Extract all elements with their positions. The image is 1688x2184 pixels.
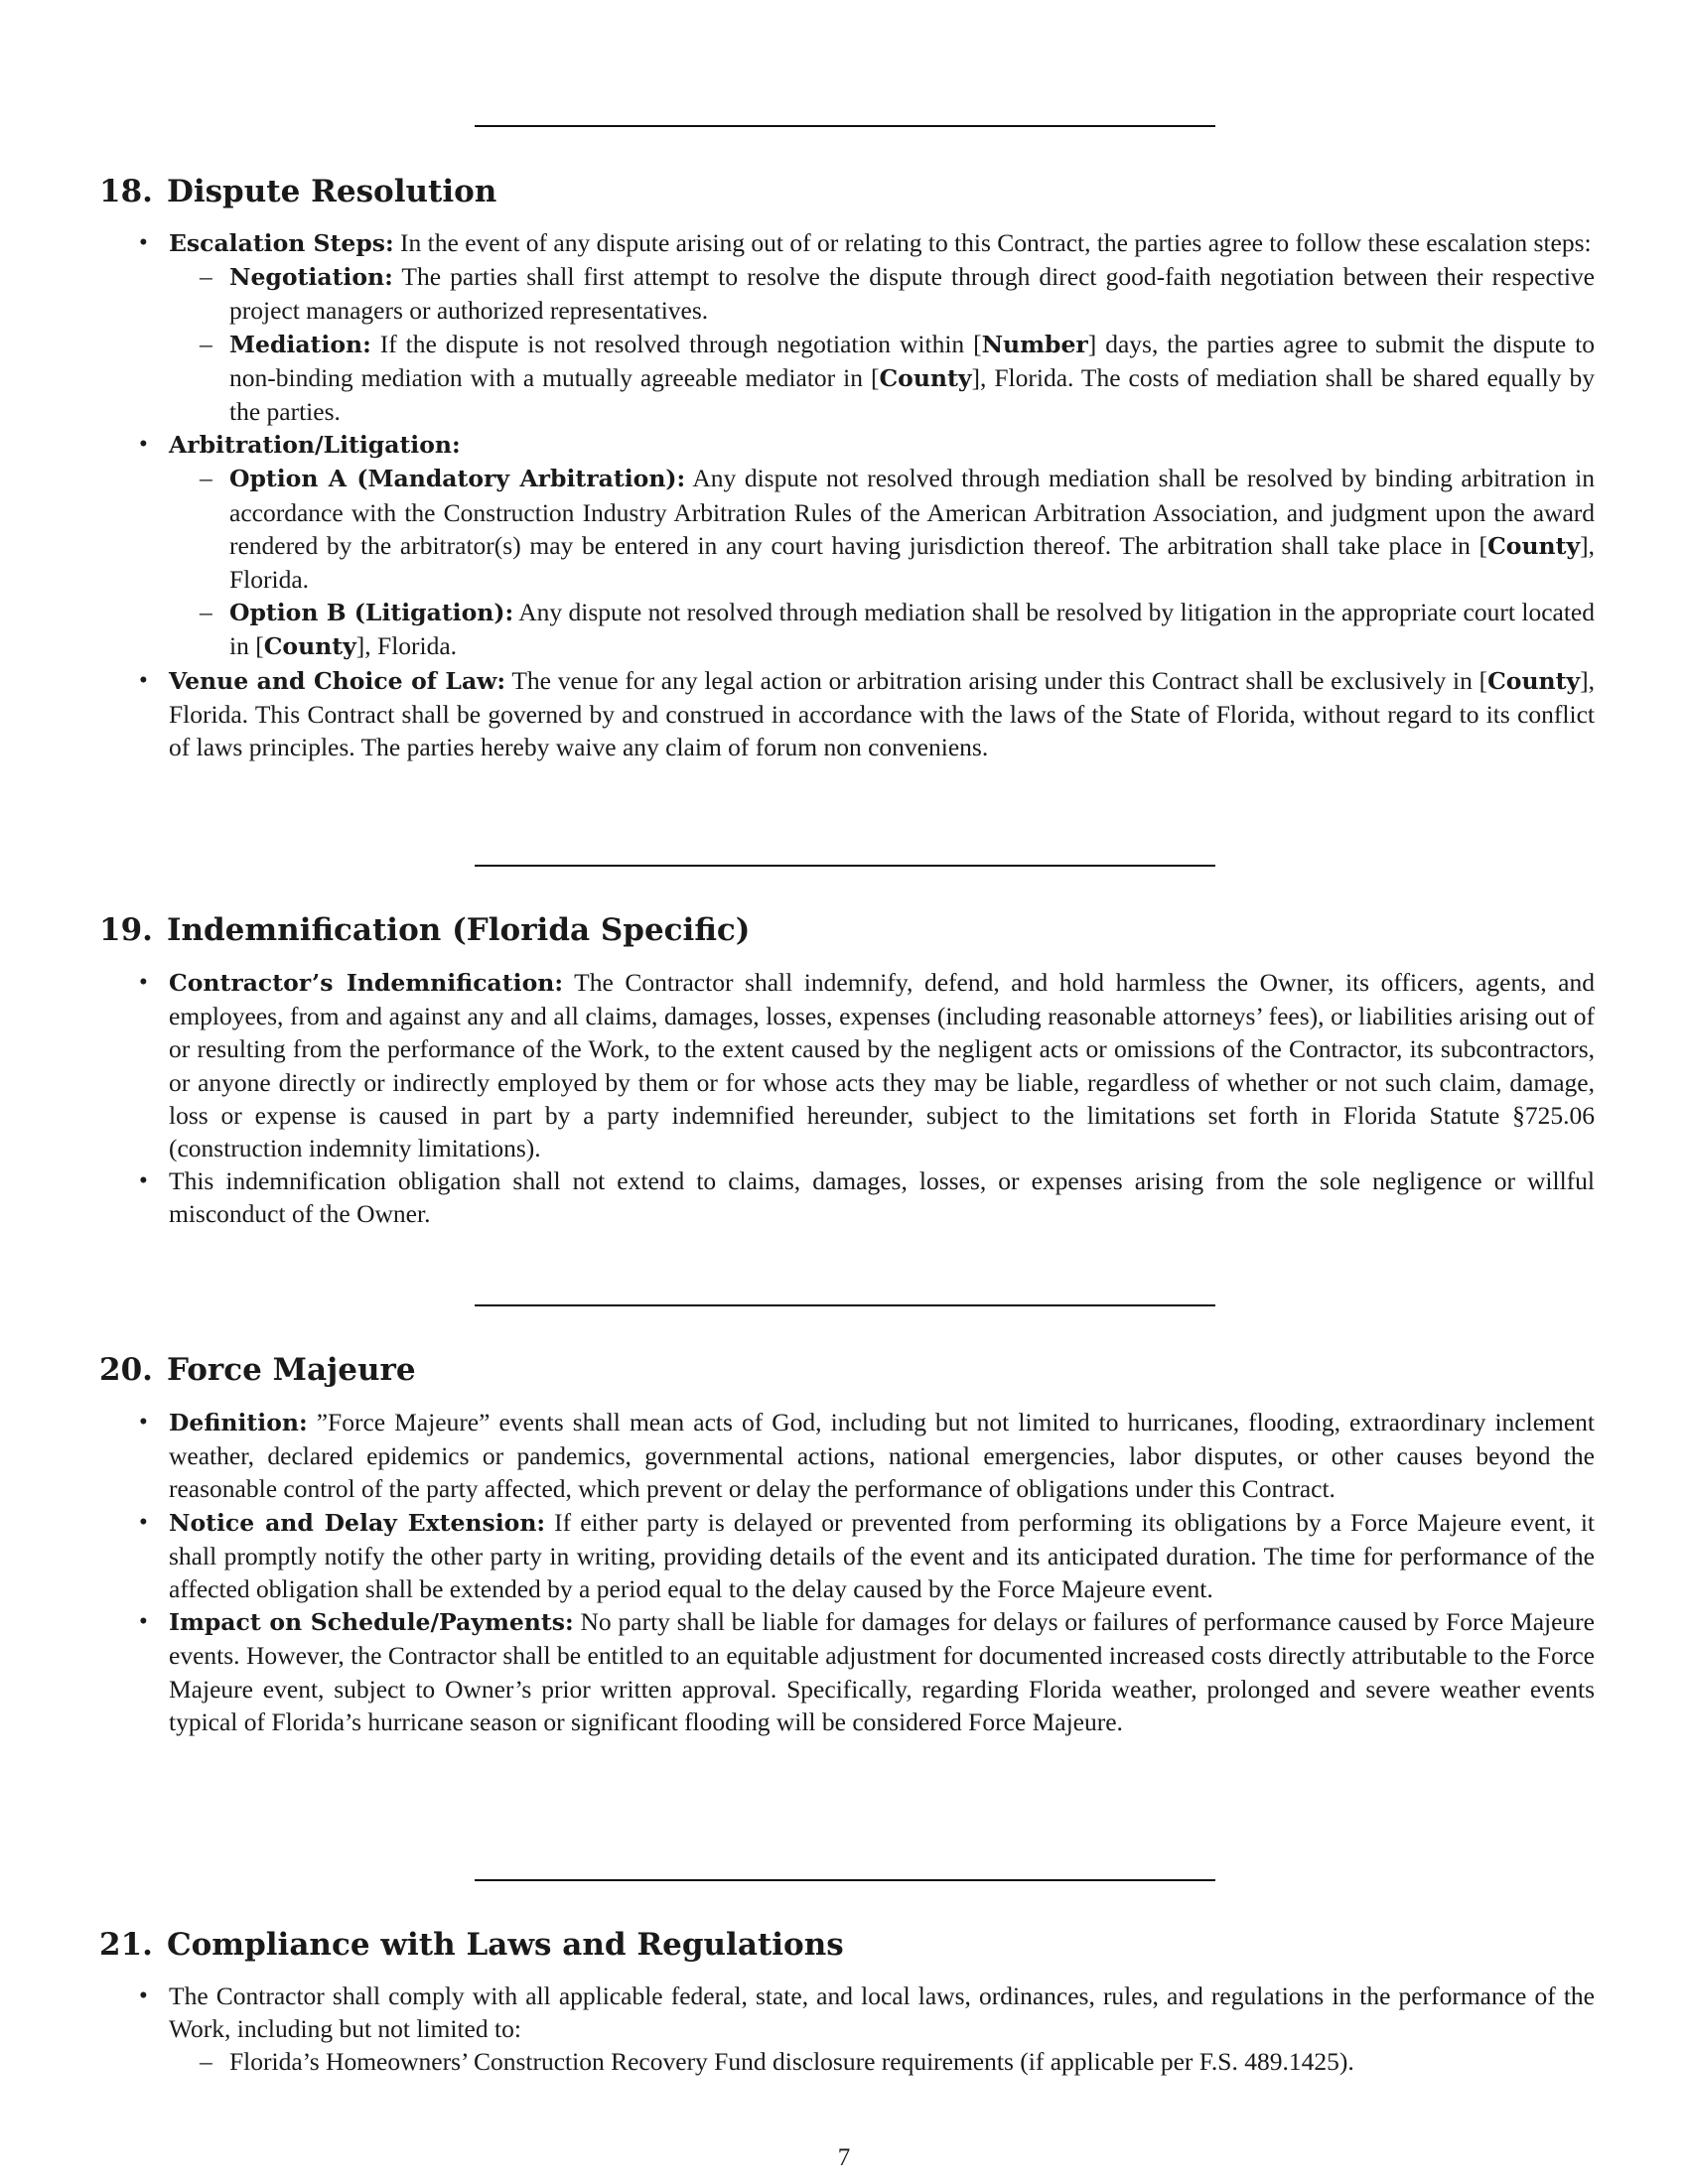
list-item-venue	[169, 664, 1595, 764]
list-item-impact	[169, 1605, 1595, 1738]
section-heading-21	[99, 1925, 1609, 1965]
section-divider	[475, 1304, 1215, 1306]
item-label: Venue and Choice of Law:	[169, 666, 506, 695]
item-text: The Contractor shall comply with all applicable federal, state, and local laws, ordinances, rules, and regulations in the performance of the Work, including but not limited to:	[169, 1981, 1595, 2044]
sub-item-option-b	[229, 596, 1595, 663]
item-text: ], Florida. The costs of mediation shall be shared equally by the parties.	[229, 362, 1595, 427]
section-divider	[475, 1879, 1215, 1881]
item-label: Escalation Steps:	[169, 229, 394, 257]
section-18-list	[169, 226, 1595, 763]
item-text: The venue for any legal action or arbitration arising under this Contract shall be exclusively in [	[505, 665, 1488, 695]
section-title: Indemnification (Florida Specific)	[166, 912, 751, 948]
section-heading-20	[99, 1350, 1609, 1390]
section-20-list	[169, 1406, 1595, 1738]
list-item-escalation	[169, 226, 1595, 428]
placeholder-county: County	[263, 632, 356, 661]
item-label: Impact on Schedule/Payments:	[169, 1608, 574, 1637]
placeholder-county: County	[1487, 531, 1581, 560]
section-title: Force Majeure	[166, 1352, 416, 1388]
compliance-sub-list	[169, 2045, 1595, 2078]
item-label: Contractor’s Indemnification:	[169, 969, 564, 997]
item-label: Notice and Delay Extension:	[169, 1508, 546, 1537]
item-text: If the dispute is not resolved through negotiation within [	[370, 329, 982, 358]
section-divider	[475, 865, 1215, 867]
item-label: Definition:	[169, 1409, 308, 1436]
page-number: 7	[837, 2144, 851, 2171]
item-label: Option B (Litigation):	[229, 599, 514, 627]
sub-item-option-a	[229, 462, 1595, 596]
item-text: ], Florida. This Contract shall be governed by and construed in accordance with the laws of the State of Florida, without regard to its conflict of laws principles. The parties hereby waive any claim of forum non conveniens.	[169, 665, 1595, 762]
sub-item-negotiation	[229, 260, 1595, 327]
item-label: Mediation:	[229, 330, 371, 358]
list-item-definition	[169, 1406, 1595, 1506]
section-number: 20.	[99, 1352, 153, 1388]
section-divider	[475, 125, 1215, 127]
item-text: If either party is delayed or prevented from performing its obligations by a Force Majeure event, it shall promptly notify the other party in writing, providing details of the event and its anticipated duration. The time for performance of the affected obligation shall be extended by a period equal to the delay caused by the Force Majeure event.	[169, 1507, 1595, 1604]
item-text: Any dispute not resolved through mediation shall be resolved by litigation in the appropriate court located in [	[229, 598, 1595, 661]
sub-item-recovery-fund	[229, 2045, 1595, 2078]
section-number: 21.	[99, 1927, 153, 1963]
item-text: ], Florida.	[229, 530, 1595, 595]
section-heading-19	[99, 910, 1609, 950]
item-text: ] days, the parties agree to submit the dispute to non-binding mediation with a mutually agreeable mediator in [	[229, 329, 1595, 392]
item-text: In the event of any dispute arising out of or relating to this Contract, the parties agree to follow these escalation steps:	[393, 228, 1592, 257]
item-text: Any dispute not resolved through mediation shall be resolved by binding arbitration in accordance with the Construction Industry Arbitration Rules of the American Arbitration Association, and judgment upon the award rendered by the arbitrator(s) may be entered in any court having jurisdiction thereof. The arbitration shall take place in [	[229, 464, 1595, 560]
list-item-indemnification-limit	[169, 1164, 1595, 1230]
item-label: Option A (Mandatory Arbitration):	[229, 465, 686, 493]
item-text: The Contractor shall indemnify, defend, and hold harmless the Owner, its officers, agents, and employees, from and against any and all claims, damages, losses, expenses (including reasonable attorneys’ fees), or liabilities arising out of or resulting from the performance of the Work, to the extent caused by the negligent acts or omissions of the Contractor, its subcontractors, or anyone directly or indirectly employed by them or for whose acts they may be liable, regardless of whether or not such claim, damage, loss or expense is caused in part by a party indemnified hereunder, subject to the limitations set forth in Florida Statute §725.06 (construction indemnity limitations).	[169, 968, 1596, 1163]
item-text: This indemnification obligation shall not extend to claims, damages, losses, or expenses arising from the sole negligence or willful misconduct of the Owner.	[169, 1166, 1595, 1229]
list-item-notice	[169, 1506, 1595, 1606]
list-item-arbitration	[169, 428, 1595, 663]
item-text: ”Force Majeure” events shall mean acts of God, including but not limited to hurricanes, flooding, extraordinary inclement weather, declared epidemics or pandemics, governmental actions, national emergencies, labor disputes, or other causes beyond the reasonable control of the party affected, which prevent or delay the performance of obligations under this Contract.	[169, 1408, 1595, 1504]
section-number: 18.	[99, 174, 153, 209]
section-number: 19.	[99, 912, 153, 948]
section-title: Compliance with Laws and Regulations	[166, 1927, 844, 1963]
item-text: ], Florida.	[355, 631, 458, 661]
arbitration-sub-list	[169, 462, 1595, 663]
item-text: No party shall be liable for damages for delays or failures of performance caused by Force Majeure events. However, the Contractor shall be entitled to an equitable adjustment for documented increased costs directly attributable to the Force Majeure event, subject to Owner’s prior written approval. Specifically, regarding Florida weather, prolonged and severe weather events typical of Florida’s hurricane season or significant flooding will be considered Force Majeure.	[169, 1607, 1595, 1736]
section-21-list	[169, 1979, 1595, 2079]
placeholder-county: County	[879, 363, 972, 392]
section-19-list	[169, 966, 1595, 1231]
item-text: The parties shall first attempt to resolve the dispute through direct good-faith negotiation between their respective project managers or authorized representatives.	[229, 262, 1595, 326]
section-heading-18	[99, 172, 1609, 211]
item-text: Florida’s Homeowners’ Construction Recovery Fund disclosure requirements (if applicable per F.S. 489.1425).	[229, 2047, 1354, 2077]
escalation-sub-list	[169, 260, 1595, 428]
list-item-contractor-indemnification	[169, 966, 1595, 1164]
sub-item-mediation	[229, 328, 1595, 429]
list-item-compliance	[169, 1979, 1595, 2079]
section-title: Dispute Resolution	[166, 174, 497, 209]
placeholder-county: County	[1487, 666, 1581, 695]
placeholder-number: Number	[981, 330, 1088, 358]
item-label: Negotiation:	[229, 263, 393, 292]
item-label: Arbitration/Litigation:	[169, 431, 461, 460]
